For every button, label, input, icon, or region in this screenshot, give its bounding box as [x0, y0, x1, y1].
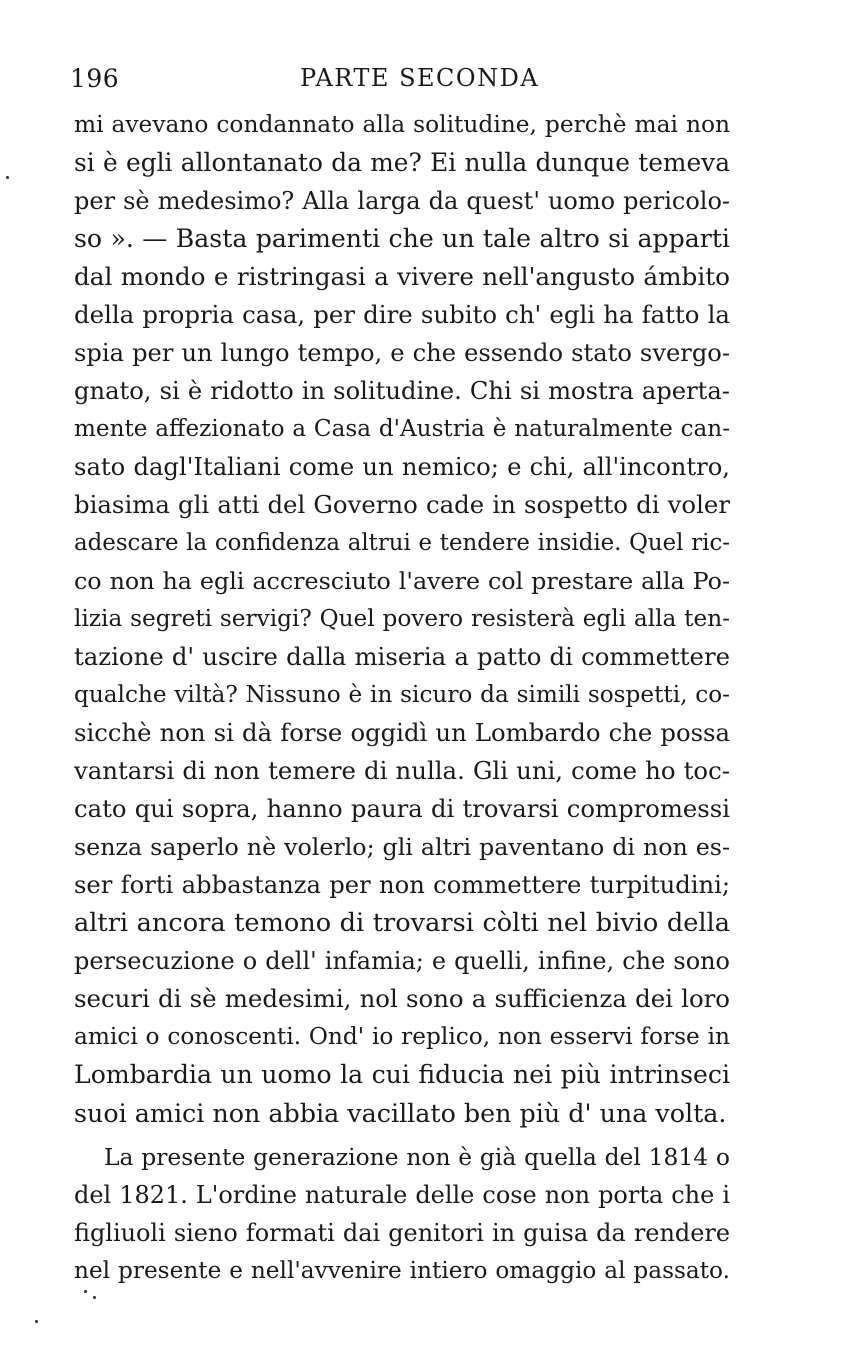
print-speck — [93, 1296, 96, 1299]
text-line: mente affezionato a Casa d'Austria è naturalmente can- — [74, 416, 730, 442]
text-line: della propria casa, per dire subito ch' egli ha fatto la — [74, 300, 730, 329]
text-line: vantarsi di non temere di nulla. Gli uni, come ho toc- — [74, 756, 730, 785]
text-line: suoi amici non abbia vacillato ben più d' una volta. — [74, 1098, 727, 1128]
text-line: sicchè non si dà forse oggidì un Lombardo che possa — [74, 718, 730, 747]
text-line: ser forti abbastanza per non commettere turpitudini; — [74, 870, 730, 899]
text-line: gnato, si è ridotto in solitudine. Chi si mostra aperta- — [74, 377, 730, 405]
text-line: figliuoli sieno formati dai genitori in guisa da rendere — [74, 1219, 730, 1247]
text-line: amici o conoscenti. Ond' io replico, non esservi forse in — [74, 1023, 730, 1050]
print-speck — [35, 1320, 38, 1323]
text-line: nel presente e nell'avvenire intiero omaggio al passato. — [74, 1257, 730, 1284]
text-line: mi avevano condannato alla solitudine, perchè mai non — [74, 111, 730, 138]
text-line: co non ha egli accresciuto l'avere col prestare alla Po- — [74, 567, 730, 595]
text-line: del 1821. L'ordine naturale delle cose non porta che i — [74, 1181, 730, 1209]
text-line: altri ancora temono di trovarsi còlti nel bivio della — [74, 908, 730, 938]
print-speck — [84, 1290, 87, 1293]
paragraph — [74, 1138, 730, 1290]
text-line: tazione d' uscire dalla miseria a patto di commettere — [74, 642, 730, 671]
text-line: biasima gli atti del Governo cade in sospetto di voler — [74, 490, 730, 519]
page-number: 196 — [70, 64, 120, 93]
page-header — [70, 64, 730, 100]
text-line: per sè medesimo? Alla larga da quest' uomo pericolo- — [74, 187, 730, 215]
text-line: qualche viltà? Nissuno è in sicuro da simili sospetti, co- — [74, 681, 730, 708]
print-speck — [6, 176, 9, 179]
text-line: persecuzione o dell' infamia; e quelli, infine, che sono — [74, 947, 730, 975]
text-line: securi di sè medesimi, nol sono a sufficienza dei loro — [74, 984, 730, 1013]
text-line: si è egli allontanato da me? Ei nulla dunque temeva — [74, 148, 730, 177]
text-line: sato dagl'Italiani come un nemico; e chi, all'incontro, — [74, 452, 730, 481]
text-line: La presente generazione non è già quella del 1814 o — [104, 1143, 730, 1171]
text-line: dal mondo e ristringasi a vivere nell'angusto ámbito — [74, 262, 730, 291]
paragraph — [74, 106, 730, 1132]
text-line: Lombardia un uomo la cui fiducia nei più intrinseci — [74, 1060, 730, 1089]
body-text — [74, 106, 730, 1290]
text-line: spia per un lungo tempo, e che essendo stato svergo- — [74, 339, 730, 367]
text-line: adescare la confidenza altrui e tendere insidie. Quel ric- — [74, 530, 730, 556]
text-line: lizia segreti servigi? Quel povero resisterà egli alla ten- — [74, 605, 730, 632]
text-line: cato qui sopra, hanno paura di trovarsi compromessi — [74, 794, 730, 823]
text-line: so ». — Basta parimenti che un tale altro si apparti — [74, 224, 730, 253]
text-line: senza saperlo nè volerlo; gli altri paventano di non es- — [74, 833, 730, 861]
running-title: PARTE SECONDA — [300, 64, 540, 92]
